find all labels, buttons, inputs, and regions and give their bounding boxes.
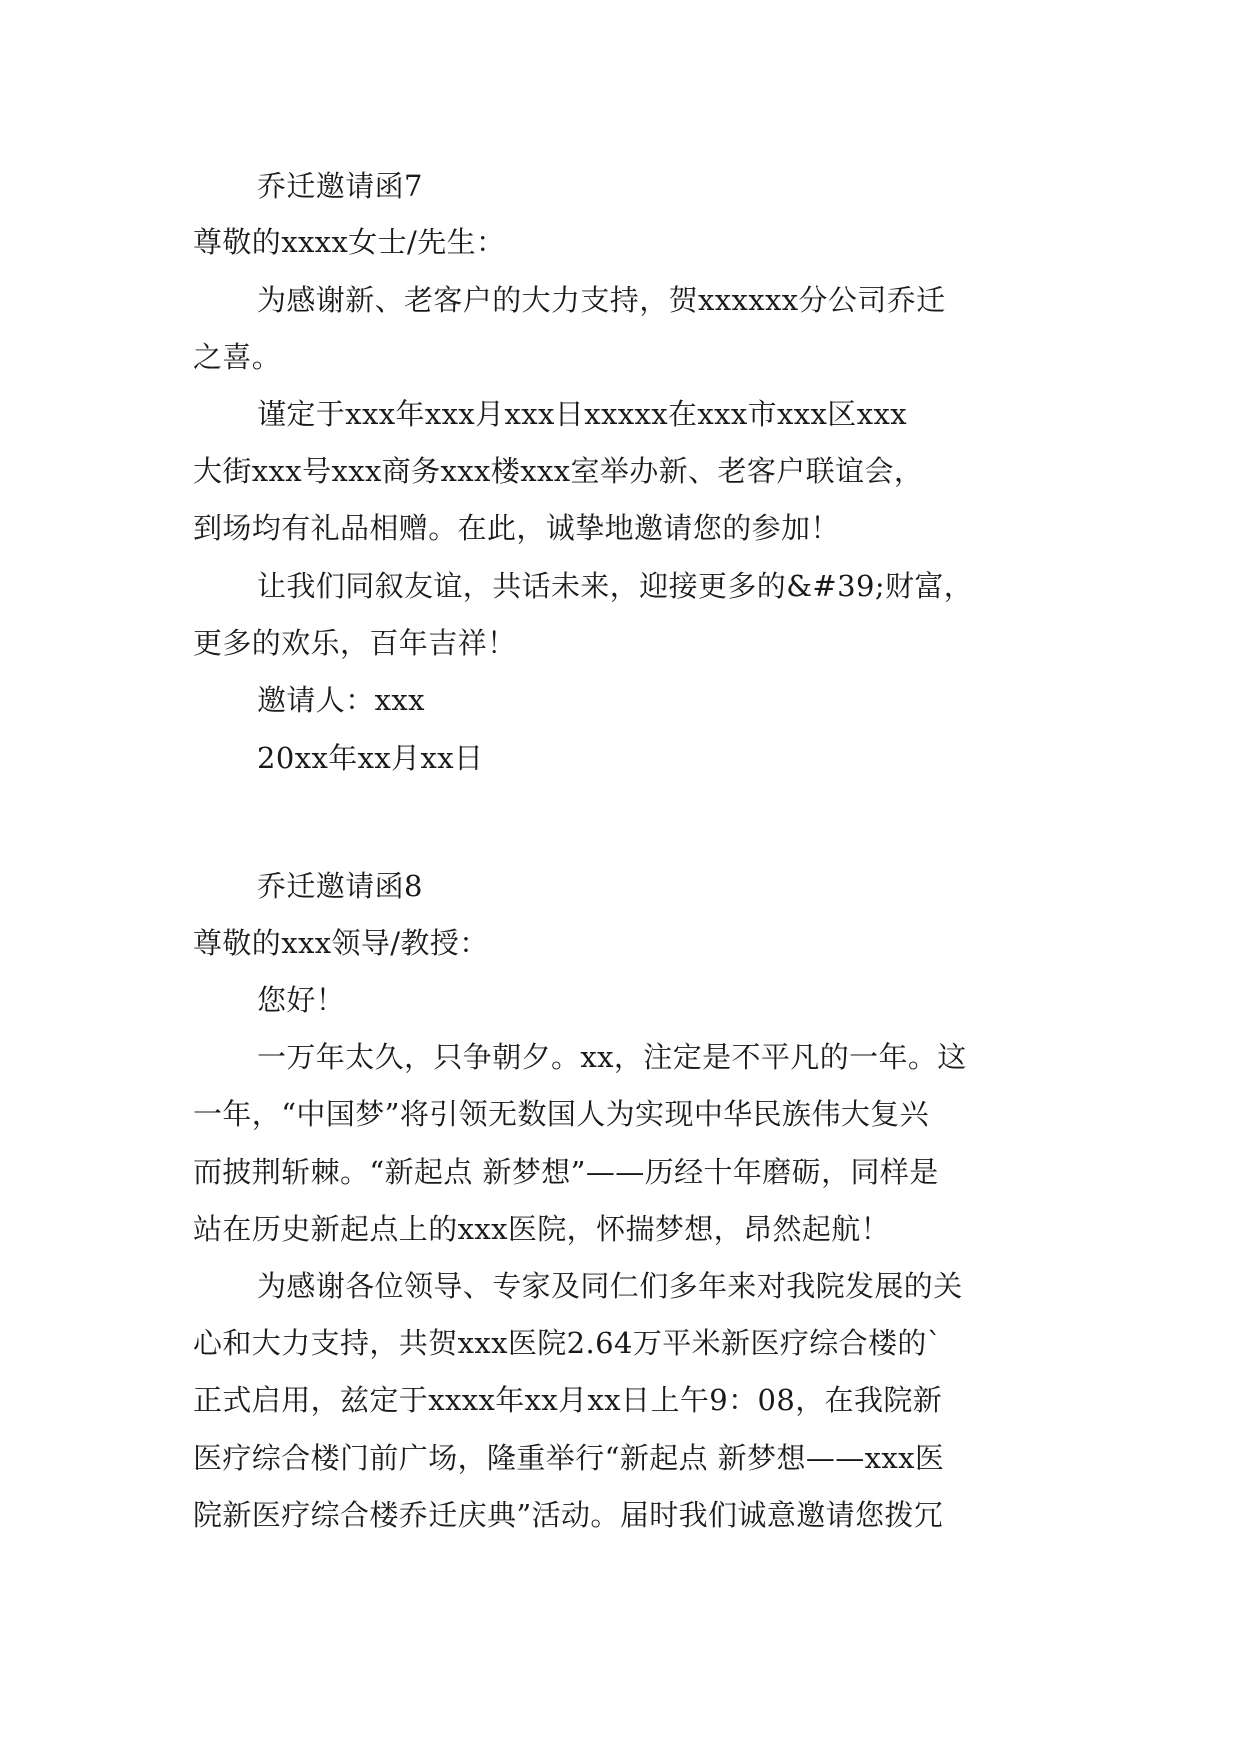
section7-p1-line2: 之喜。 — [193, 340, 282, 374]
section7-p2-line2: 大街xxx号xxx商务xxx楼xxx室举办新、老客户联谊会， — [193, 454, 924, 488]
section8-p1-line2: 一年，“中国梦”将引领无数国人为实现中华民族伟大复兴 — [193, 1097, 930, 1131]
section7-p3-line2: 更多的欢乐，百年吉祥！ — [193, 626, 517, 660]
section7-p2-line3: 到场均有礼品相赠。在此，诚挚地邀请您的参加！ — [193, 511, 840, 545]
section7-inviter: 邀请人：xxx — [257, 683, 425, 717]
section8-p1-line3: 而披荆斩棘。“新起点 新梦想”——历经十年磨砺，同样是 — [193, 1155, 939, 1189]
section8-p2-line3: 正式启用，兹定于xxxx年xx月xx日上午9：08，在我院新 — [193, 1383, 943, 1417]
section7-p3-line1: 让我们同叙友谊，共话未来，迎接更多的&#39;财富， — [257, 569, 974, 603]
section8-title: 乔迁邀请函8 — [257, 869, 423, 903]
section8-p1-line1: 一万年太久，只争朝夕。xx，注定是不平凡的一年。这 — [257, 1040, 967, 1074]
section8-p2-line1: 为感谢各位领导、专家及同仁们多年来对我院发展的关 — [257, 1269, 963, 1303]
section8-p2-line5: 院新医疗综合楼乔迁庆典”活动。届时我们诚意邀请您拨冗 — [193, 1498, 944, 1532]
section7-title: 乔迁邀请函7 — [257, 169, 423, 203]
section7-date: 20xx年xx月xx日 — [257, 741, 484, 775]
section7-p2-line1: 谨定于xxx年xxx月xxx日xxxxx在xxx市xxx区xxx — [257, 397, 907, 431]
section8-p2-line4: 医疗综合楼门前广场，隆重举行“新起点 新梦想——xxx医 — [193, 1441, 945, 1475]
section8-p2-line2: 心和大力支持，共贺xxx医院2.64万平米新医疗综合楼的` — [193, 1326, 942, 1360]
section8-greeting: 您好！ — [257, 983, 346, 1017]
section7-p1-line1: 为感谢新、老客户的大力支持，贺xxxxxx分公司乔迁 — [257, 283, 946, 317]
section8-p1-line4: 站在历史新起点上的xxx医院，怀揣梦想，昂然起航！ — [193, 1212, 891, 1246]
section7-salutation: 尊敬的xxxx女士/先生： — [193, 225, 506, 259]
section8-salutation: 尊敬的xxx领导/教授： — [193, 926, 489, 960]
